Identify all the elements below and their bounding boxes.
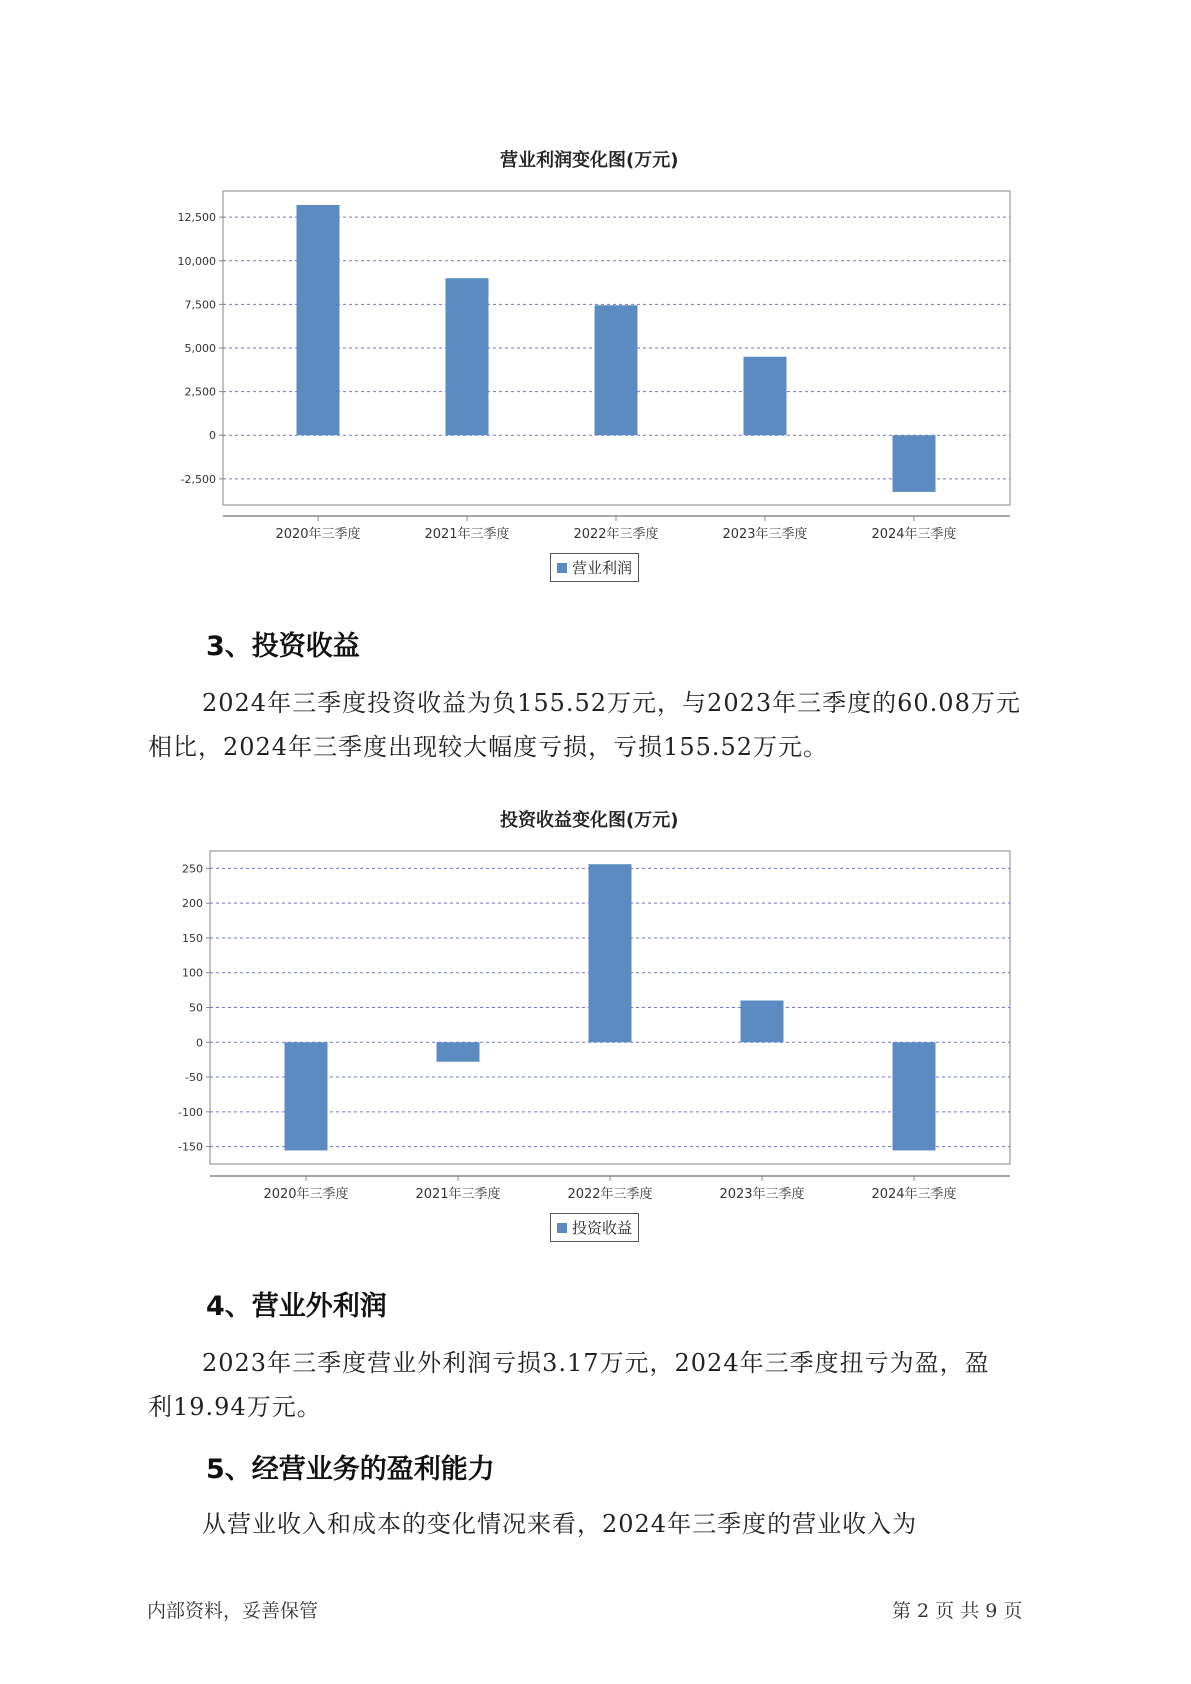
non-operating-line-1: 2023年三季度营业外利润亏损3.17万元，2024年三季度扭亏为盈，盈 xyxy=(202,1349,990,1377)
x-tick-label: 2023年三季度 xyxy=(719,1187,805,1202)
x-tick-label: 2022年三季度 xyxy=(567,1187,653,1202)
investment-income-chart-title: 投资收益变化图(万元) xyxy=(500,810,679,831)
y-tick-label: -150 xyxy=(178,1140,203,1154)
section-heading-non-operating: 4、营业外利润 xyxy=(206,1291,387,1322)
y-tick-label: -2,500 xyxy=(180,472,216,486)
bar xyxy=(741,1000,784,1042)
x-tick-label: 2020年三季度 xyxy=(275,527,361,542)
y-tick-label: 50 xyxy=(189,1001,203,1015)
footer-page-number: 第 2 页 共 9 页 xyxy=(892,1600,1023,1622)
legend-label: 营业利润 xyxy=(572,559,633,577)
x-tick-label: 2021年三季度 xyxy=(424,527,510,542)
section-heading-profitability: 5、经营业务的盈利能力 xyxy=(206,1454,495,1485)
non-operating-paragraph xyxy=(148,1341,1060,1429)
y-tick-label: -100 xyxy=(178,1105,203,1119)
y-tick-label: 100 xyxy=(182,966,203,980)
y-tick-label: 0 xyxy=(196,1036,203,1050)
profitability-paragraph xyxy=(148,1502,1060,1546)
bar xyxy=(589,864,632,1042)
bar xyxy=(285,1042,328,1150)
operating-profit-chart-title: 营业利润变化图(万元) xyxy=(500,150,679,171)
non-operating-line-2: 利19.94万元。 xyxy=(148,1393,322,1421)
y-tick-label: 10,000 xyxy=(177,254,216,268)
bar xyxy=(893,1042,936,1150)
y-tick-label: 12,500 xyxy=(177,211,216,225)
legend-label: 投资收益 xyxy=(572,1219,633,1237)
bar xyxy=(437,1042,480,1061)
y-tick-label: 7,500 xyxy=(184,298,216,312)
profitability-line-1: 从营业收入和成本的变化情况来看，2024年三季度的营业收入为 xyxy=(202,1510,918,1538)
x-tick-label: 2024年三季度 xyxy=(871,527,957,542)
section-heading-investment: 3、投资收益 xyxy=(206,631,360,662)
y-tick-label: 5,000 xyxy=(184,342,216,355)
investment-income-legend xyxy=(550,1213,639,1242)
y-tick-label: 250 xyxy=(182,862,203,876)
x-tick-label: 2022年三季度 xyxy=(573,527,659,542)
x-tick-label: 2024年三季度 xyxy=(871,1187,957,1202)
y-tick-label: 200 xyxy=(182,897,203,911)
investment-line-2: 相比，2024年三季度出现较大幅度亏损，亏损155.52万元。 xyxy=(148,733,829,761)
y-tick-label: 150 xyxy=(182,931,203,945)
y-tick-label: -50 xyxy=(185,1071,203,1085)
footer-confidential: 内部资料，妥善保管 xyxy=(147,1600,319,1622)
x-tick-label: 2021年三季度 xyxy=(415,1187,501,1202)
x-tick-label: 2020年三季度 xyxy=(263,1187,349,1202)
legend-swatch-icon xyxy=(557,1223,567,1233)
y-tick-label: 0 xyxy=(209,429,216,443)
investment-line-1: 2024年三季度投资收益为负155.52万元，与2023年三季度的60.08万元 xyxy=(202,689,1021,717)
x-tick-label: 2023年三季度 xyxy=(722,527,808,542)
y-tick-label: 2,500 xyxy=(184,385,216,399)
